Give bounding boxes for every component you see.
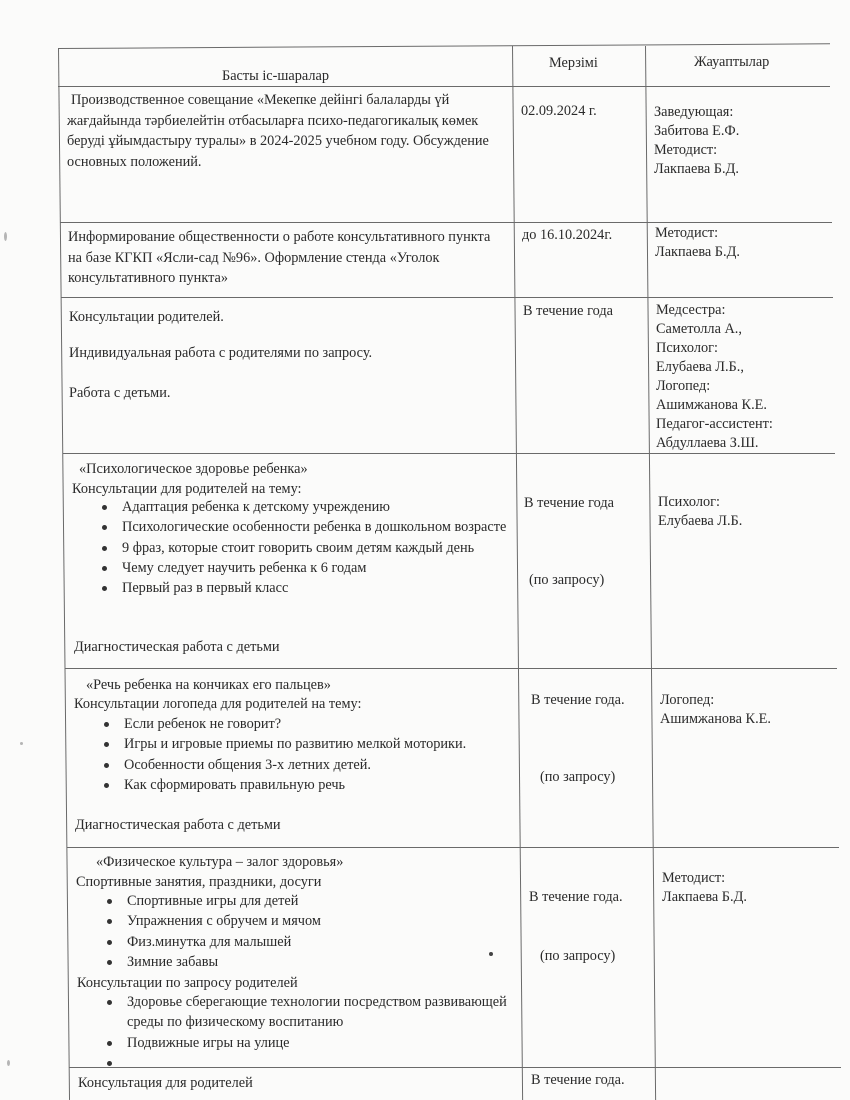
list-item: Если ребенок не говорит?	[74, 714, 494, 734]
header-activities: Басты іс-шаралар	[222, 68, 330, 84]
row4-outro: Диагностическая работа с детьми	[74, 639, 280, 655]
row1-activity: Производственное совещание «Мекепке дейінгі балаларды үй жағдайында тәрбиелейтін отбасыларға психо-педагогикалық көмек беруді ұйымдастыру туралы» в 2024-2025 учебном году. Обсуждение основных положений.	[67, 92, 489, 170]
row6-date: В течение года.	[529, 889, 623, 905]
row5-bottom-border	[67, 847, 839, 848]
list-item: Физ.минутка для малышей	[77, 932, 497, 952]
row5-resp-1: Ашимжанова К.Е.	[660, 711, 771, 727]
bullet-icon	[107, 919, 112, 924]
list-item: Подвижные игры на улице	[77, 1033, 507, 1053]
row2-date: до 16.10.2024г.	[522, 227, 613, 243]
row1-resp-0: Заведующая:	[654, 104, 734, 120]
row3-resp-4: Логопед:	[656, 378, 711, 394]
bullet-icon	[102, 525, 107, 530]
row3-date: В течение года	[523, 303, 613, 319]
list-item: Зимние забавы	[77, 952, 497, 972]
row5-topic-list	[74, 714, 494, 795]
row6-title: «Физическое культура – залог здоровья»	[96, 854, 344, 870]
bullet-icon	[107, 899, 112, 904]
bullet-icon	[102, 505, 107, 510]
scan-speck	[7, 1060, 10, 1066]
row2-activity: Информирование общественности о работе консультативного пункта на базе КГКП «Ясли-сад №96». Оформление стенда «Уголок консультативного пункта»	[68, 229, 491, 286]
row3-resp-3: Елубаева Л.Б.,	[656, 359, 744, 375]
row4-title: «Психологическое здоровье ребенка»	[79, 461, 308, 477]
col-divider-2	[645, 46, 656, 1100]
scan-speck	[20, 742, 23, 745]
row6-intro: Спортивные занятия, праздники, досуги	[76, 874, 322, 890]
header-bottom-border	[58, 86, 830, 87]
scan-speck	[4, 232, 7, 241]
row3-resp-0: Медсестра:	[656, 302, 726, 318]
row6-consult-list	[77, 992, 507, 1073]
row3-resp-7: Абдуллаева З.Ш.	[656, 435, 759, 451]
list-item: Адаптация ребенка к детскому учреждению	[72, 497, 510, 517]
list-item: Первый раз в первый класс	[72, 578, 510, 598]
row3-resp-1: Саметолла А.,	[656, 321, 742, 337]
row3-activity-1: Индивидуальная работа с родителями по запросу.	[69, 345, 373, 361]
row5-title: «Речь ребенка на кончиках его пальцев»	[86, 677, 331, 693]
row3-resp-2: Психолог:	[656, 340, 719, 356]
row5-date: В течение года.	[531, 692, 625, 708]
bullet-icon	[107, 1061, 112, 1066]
bullet-icon	[107, 1041, 112, 1046]
row5-intro: Консультации логопеда для родителей на тему:	[74, 696, 362, 712]
bullet-icon	[102, 566, 107, 571]
row1-date: 02.09.2024 г.	[521, 103, 597, 119]
list-item	[77, 1053, 507, 1073]
bullet-icon	[104, 763, 109, 768]
row6-resp-0: Методист:	[662, 870, 726, 886]
header-responsible: Жауаптылар	[694, 54, 770, 70]
row2-resp-1: Лакпаева Б.Д.	[655, 244, 740, 260]
row3-resp-6: Педагог-ассистент:	[656, 416, 773, 432]
list-item: Спортивные игры для детей	[77, 891, 497, 911]
row5-outro: Диагностическая работа с детьми	[75, 817, 281, 833]
row4-bottom-border	[65, 668, 837, 669]
row4-date-note: (по запросу)	[529, 572, 605, 588]
header-deadline: Мерзімі	[549, 55, 598, 71]
list-item: Психологические особенности ребенка в дошкольном возрасте	[72, 517, 510, 537]
list-item: Как сформировать правильную речь	[74, 775, 494, 795]
row6-activity-list	[77, 891, 497, 972]
row2-resp-0: Методист:	[655, 225, 719, 241]
row3-activity-2: Работа с детьми.	[69, 385, 171, 401]
row2-bottom-border	[61, 297, 833, 298]
list-item: Игры и игровые приемы по развитию мелкой моторики.	[74, 734, 494, 754]
row4-resp-1: Елубаева Л.Б.	[658, 513, 743, 529]
row4-topic-list	[72, 497, 510, 598]
col-divider-1	[512, 46, 523, 1100]
bullet-icon	[102, 586, 107, 591]
row6-resp-1: Лакпаева Б.Д.	[662, 889, 747, 905]
list-item: Чему следует научить ребенка к 6 годам	[72, 558, 510, 578]
row1-resp-1: Забитова Е.Ф.	[654, 123, 740, 139]
row7-intro: Консультация для родителей	[78, 1075, 253, 1091]
bullet-icon	[104, 742, 109, 747]
row1-resp-2: Методист:	[654, 142, 718, 158]
row6-intro2: Консультации по запросу родителей	[77, 975, 298, 991]
bullet-icon	[107, 1000, 112, 1005]
left-border	[58, 48, 70, 1100]
row3-resp-5: Ашимжанова К.Е.	[656, 397, 767, 413]
list-item: Упражнения с обручем и мячом	[77, 911, 497, 931]
row4-resp-0: Психолог:	[658, 494, 721, 510]
list-item: Особенности общения 3-х летних детей.	[74, 755, 494, 775]
bullet-icon	[107, 960, 112, 965]
bullet-icon	[104, 783, 109, 788]
row5-date-note: (по запросу)	[540, 769, 616, 785]
bullet-icon	[107, 940, 112, 945]
list-item: Здоровье сберегающие технологии посредством развивающей среды по физическому воспитанию	[77, 992, 507, 1033]
bullet-icon	[102, 546, 107, 551]
bullet-icon	[104, 722, 109, 727]
row4-date: В течение года	[524, 495, 614, 511]
row3-activity-0: Консультации родителей.	[69, 309, 224, 325]
scan-speck	[489, 952, 493, 956]
row6-date-note: (по запросу)	[540, 948, 616, 964]
row4-intro: Консультации для родителей на тему:	[72, 481, 302, 497]
table-top-border	[58, 43, 830, 49]
row5-resp-0: Логопед:	[660, 692, 715, 708]
list-item: 9 фраз, которые стоит говорить своим детям каждый день	[72, 538, 510, 558]
row7-date: В течение года.	[531, 1072, 625, 1088]
row1-resp-3: Лакпаева Б.Д.	[654, 161, 739, 177]
